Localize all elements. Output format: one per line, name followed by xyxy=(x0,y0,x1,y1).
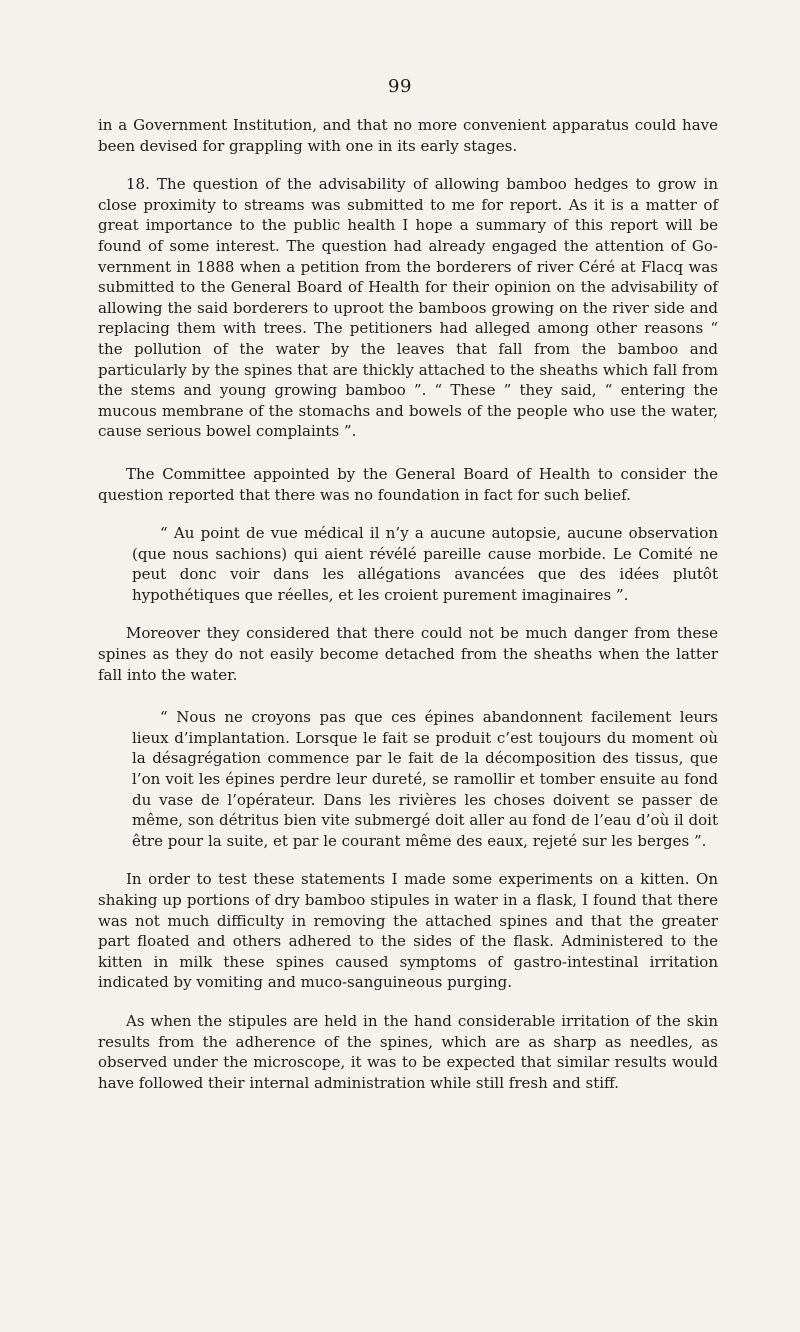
quote-french-2: “ Nous ne croyons pas que ces épines abandonnent facilement leurs lieux d’implantation. Lorsque le fait se produit c’est toujours du moment où la désagrégation commence par le fait de la décomposition des tissus, que l’on voit les épines perdre leur dureté, se ramollir et tomber ensuite au fond du vase de l’opérateur. Dans les rivières les choses doivent se passer de même, son détritus bien vite submergé doit aller au fond de l’eau d’où il doit être pour la suite, et par le courant même des eaux, rejeté sur les berges ”. xyxy=(132,708,718,850)
paragraph-experiments: In order to test these statements I made some experiments on a kitten. On shaking up portions of dry bamboo stipules in water in a flask, I found that there was not much difficulty in removing the attached spines and that the greater part floated and others adhered to the sides of the flask. Administered to the kitten in milk these spines caused symptoms of gastro-intestinal irritation indicated by vomiting and muco-sanguineous purging. xyxy=(98,870,718,992)
body-text xyxy=(98,115,718,1093)
page-number: 99 xyxy=(388,76,412,97)
quote-french-1: “ Au point de vue médical il n’y a aucune autopsie, aucune observation (que nous sachions) qui aient révélé pareille cause morbide. Le Comité ne peut donc voir dans les allégations avancées que des idées plutôt hypothétiques que réelles, et les croient purement imaginaires ”. xyxy=(132,524,718,604)
paragraph-stipules: As when the stipules are held in the hand considerable irritation of the skin results from the adherence of the spines, which are as sharp as needles, as observed under the microscope, it was to be expected that similar results would have followed their internal administration while still fresh and stiff. xyxy=(98,1011,718,1092)
paragraph-continuation: in a Government Institution, and that no more convenient apparatus could have been devised for grappling with one in its early stages. xyxy=(98,116,718,155)
paragraph-18: 18. The question of the advisability of allowing bamboo hedges to grow in close proximity to streams was submitted to me for report. As it is a matter of great importance to the public health I hope a summary of this report will be found of some interest. The question had already engaged the attention of Government in 1888 when a petition from the borderers of river Céré at Flacq was submitted to the General Board of Health for their opinion on the advisability of allowing the said borderers to uproot the bamboos growing on the river side and replacing them with trees. The petitioners had alleged among other reasons “ the pollution of the water by the leaves that fall from the bamboo and particularly by the spines that are thickly attached to the sheaths which fall from the stems and young growing bamboo ”. “ These ” they said, “ entering the mucous membrane of the stomachs and bowels of the people who use the water, cause serious bowel complaints ”. xyxy=(98,175,718,441)
paragraph-moreover: Moreover they considered that there could not be much danger from these spines as they do not easily become detached from the sheaths when the latter fall into the water. xyxy=(98,624,718,684)
paragraph-committee: The Committee appointed by the General Board of Health to consider the question reported that there was no foundation in fact for such belief. xyxy=(98,464,718,504)
